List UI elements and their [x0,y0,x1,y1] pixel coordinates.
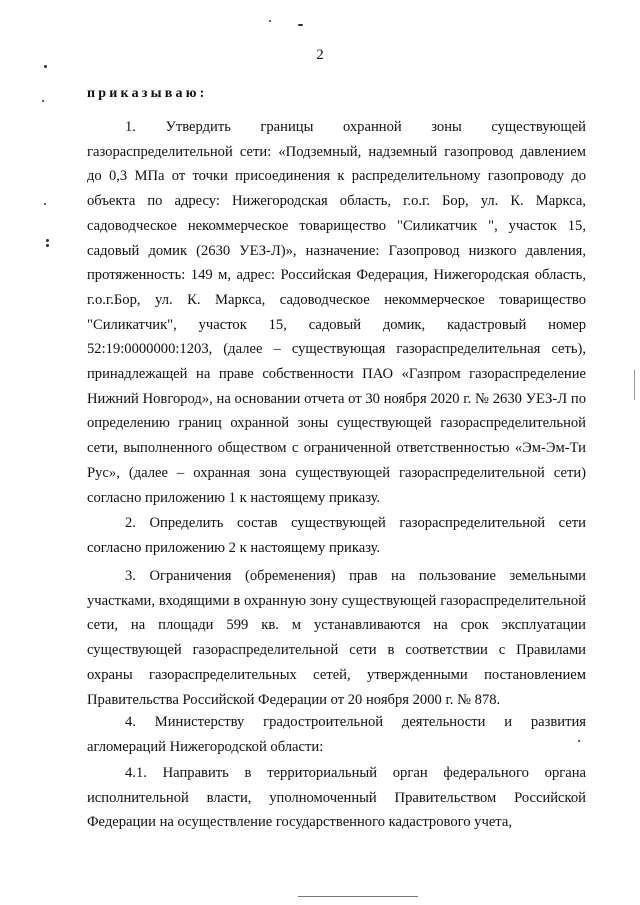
scan-speck [578,740,580,742]
paragraph-text: 3. Ограничения (обременения) прав на пользование земельными участками, входящими в охранную зону существующей газораспределительной сети, на площади 599 кв. м устанавливаются на срок эксплуатации существующей газораспределительной сети в соответствии с Правилами охраны газораспределительных сетей, утвержденными постановлением Правительства Российской Федерации от 20 ноября 2000 г. № 878. [87,568,586,708]
paragraph-text: 4. Министерству градостроительной деятельности и развития агломераций Нижегородской области: [87,714,586,755]
paragraph-2 [87,511,586,560]
scan-speck [46,239,49,242]
paragraph-5 [87,761,586,835]
scan-edge-mark [634,370,635,400]
scan-speck [269,20,271,22]
order-heading: приказываю: [87,86,208,101]
scan-speck [42,100,44,102]
bottom-rule [298,896,418,897]
paragraph-1 [87,115,586,510]
scan-speck [44,203,46,205]
paragraph-3 [87,564,586,712]
paragraph-text: 2. Определить состав существующей газораспределительной сети согласно приложению 2 к настоящему приказу. [87,515,586,556]
scan-speck [44,65,47,68]
page-number: 2 [316,47,324,63]
paragraph-4 [87,710,586,759]
paragraph-text: 1. Утвердить границы охранной зоны существующей газораспределительной сети: «Подземный, надземный газопровод давлением до 0,3 МПа от точки присоединения к распределительному газопроводу до объекта по адресу: Нижегородская область, г.о.г. Бор, ул. К. Маркса, садоводческое некоммерческое товарищество "Силикатчик ", участок 15, садовый домик (2630 УЕЗ-Л)», назначение: Газопровод низкого давления, протяженность: 149 м, адрес: Российская Федерация, Нижегородская область, г.о.г.Бор, ул. К. Маркса, садоводческое некоммерческое товарищество "Силикатчик", участок 15, садовый домик, кадастровый номер 52:19:0000000:1203, (далее – существующая газораспределительная сеть), принадлежащей на праве собственности ПАО «Газпром газораспределение Нижний Новгород», на основании отчета от 30 ноября 2020 г. № 2630 УЕЗ-Л по определению границ охранной зоны существующей газораспределительной сети, выполненного обществом с ограниченной ответственностью «Эм-Эм-Ти Рус», (далее – охранная зона существующей газораспределительной сети) согласно приложению 1 к настоящему приказу. [87,119,586,506]
paragraph-text: 4.1. Направить в территориальный орган федерального органа исполнительной власти, уполномоченный Правительством Российской Федерации на осуществление государственного кадастрового учета, [87,765,586,831]
scan-speck [298,24,303,26]
scan-speck [46,244,49,247]
